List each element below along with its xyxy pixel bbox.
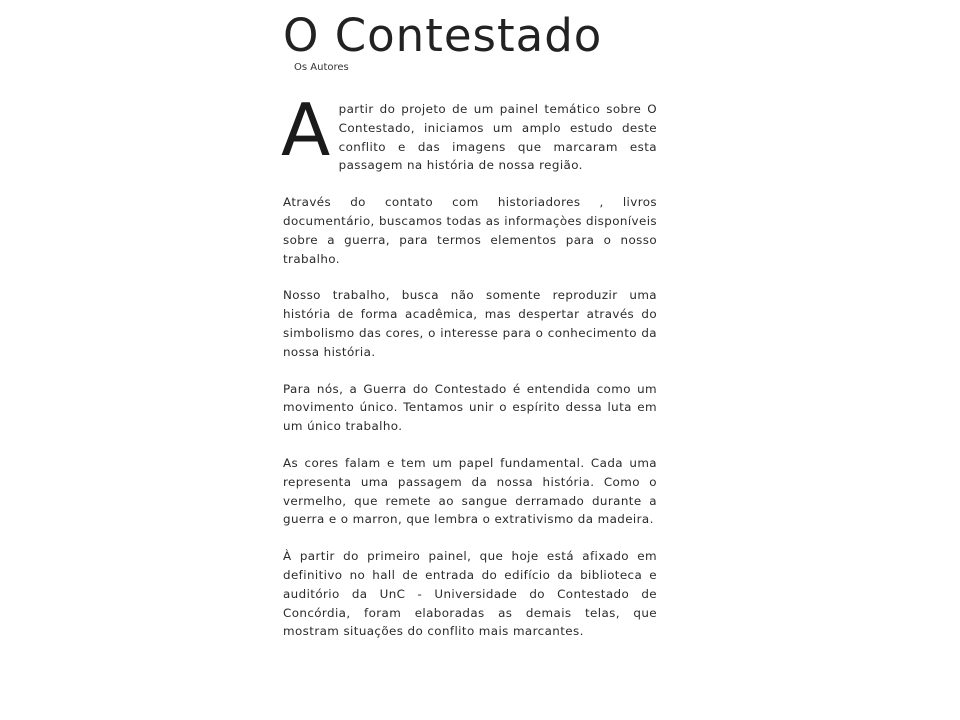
paragraph-6: À partir do primeiro painel, que hoje está afixado em definitivo no hall de entrada do edifício da biblioteca e auditório da UnC - Universidade do Contestado de Concórdia, foram elaboradas as demais telas, que mostram situações do conflito mais marcantes. — [283, 549, 657, 639]
paragraph-5: As cores falam e tem um papel fundamental. Cada uma representa uma passagem da nossa história. Como o vermelho, que remete ao sangue derramado durante a guerra e o marron, que lembra o extrativismo da madeira. — [283, 455, 657, 527]
paragraph-1-text: partir do projeto de um painel temático sobre O Contestado, iniciamos um amplo estudo deste conflito e das imagens que marcaram esta passagem na história de nossa região. — [338, 102, 657, 173]
paragraph-1 — [281, 88, 657, 175]
paragraph-4: Para nós, a Guerra do Contestado é entendida como um movimento único. Tentamos unir o espírito dessa luta em um único trabalho. — [283, 381, 657, 434]
paragraph-3: Nosso trabalho, busca não somente reproduzir uma história de forma acadêmica, mas despertar através do simbolismo das cores, o interesse para o conhecimento da nossa história. — [283, 288, 657, 359]
drop-cap: A — [281, 88, 331, 172]
article-title: O Contestado — [283, 9, 603, 62]
article-body — [281, 88, 657, 659]
paragraph-2: Através do contato com historiadores , livros documentário, buscamos todas as informaçòes disponíveis sobre a guerra, para termos elementos para o nosso trabalho. — [283, 195, 657, 266]
article-byline: Os Autores — [294, 62, 349, 73]
